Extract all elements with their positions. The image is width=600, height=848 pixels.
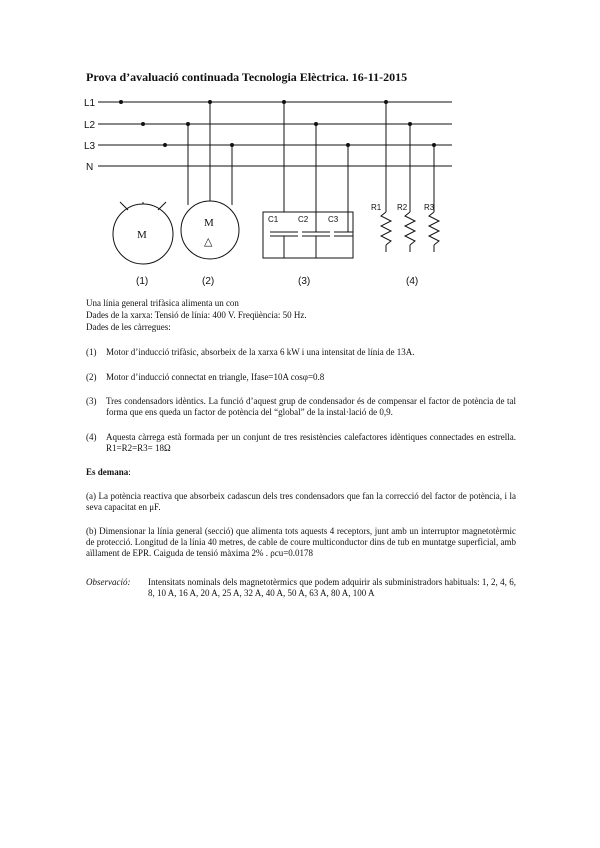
- motor2-delta-icon: △: [204, 236, 213, 248]
- load-item-number: (2): [86, 372, 97, 382]
- resistor-label-r1: R1: [371, 203, 382, 212]
- load-label-4: (4): [406, 276, 419, 287]
- capacitor-label-c2: C2: [298, 215, 309, 224]
- load-item-text: Motor d’inducció connectat en triangle, Ifase=10A cosφ=0.8: [106, 372, 325, 382]
- intro-line-3: Dades de les càrregues:: [86, 322, 171, 332]
- intro-line-1: Una línia general trifàsica alimenta un con: [86, 298, 239, 308]
- load-item-number: (4): [86, 432, 97, 442]
- questions-heading: [86, 467, 131, 478]
- load-item-text: Aquesta càrrega està formada per un conjunt de tres resistències calefactores idèntiques connectades en estrella. R1=R2=R3= 18Ω: [106, 432, 516, 453]
- load-item-2: [86, 372, 516, 383]
- load-label-2: (2): [202, 276, 215, 287]
- motor1-label: M: [137, 229, 147, 241]
- line-label-l3: L3: [84, 141, 96, 152]
- page-title: Prova d’avaluació continuada Tecnologia Elèctrica. 16-11-2015: [86, 70, 408, 84]
- capacitor-label-c1: C1: [268, 215, 279, 224]
- circuit-diagram: [0, 0, 600, 300]
- load-item-text: Tres condensadors idèntics. La funció d’aquest grup de condensador és de compensar el factor de potència de tal forma que ens queda un factor de potència del “global” de la instal·lació de 0,9.: [106, 396, 516, 417]
- load-label-1: (1): [136, 276, 149, 287]
- load-item-text: Motor d’inducció trifàsic, absorbeix de la xarxa 6 kW i una intensitat de línia de 13A.: [106, 347, 415, 357]
- load-label-3: (3): [298, 276, 311, 287]
- resistor-r1: [381, 212, 391, 245]
- motor2-label: M: [204, 217, 214, 229]
- intro-line-2: Dades de la xarxa: Tensió de línia: 400 V. Freqüència: 50 Hz.: [86, 310, 307, 320]
- motor2-circle: [181, 201, 239, 259]
- capacitor-label-c3: C3: [328, 215, 339, 224]
- load-item-number: (1): [86, 347, 97, 357]
- load-item-4: [86, 432, 516, 454]
- resistor-r3: [429, 212, 439, 245]
- question-b: (b) Dimensionar la línia general (secció) que alimenta tots aquests 4 receptors, junt amb un interruptor magnetotèrmic de protecció. Longitud de la línia 40 metres, de cable de coure multiconductor dins de tub en muntatge superficial, amb aïllament de EPR. Caiguda de tensió màxima 2% . ρcu=0.0178: [86, 526, 516, 558]
- resistor-label-r3: R3: [424, 203, 435, 212]
- questions-heading-text: Es demana: [86, 467, 129, 477]
- observation: [86, 577, 516, 599]
- load-item-1: [86, 347, 516, 358]
- questions-heading-colon: :: [128, 467, 131, 477]
- load-item-3: [86, 396, 516, 418]
- load-item-number: (3): [86, 396, 97, 406]
- resistor-r2: [405, 212, 415, 245]
- question-a: (a) La potència reactiva que absorbeix cadascun dels tres condensadors que fan la correcció del factor de potència, i la seva capacitat en μF.: [86, 491, 516, 512]
- line-label-l1: L1: [84, 98, 96, 109]
- resistor-label-r2: R2: [397, 203, 408, 212]
- line-label-n: N: [86, 162, 94, 173]
- line-label-l2: L2: [84, 120, 96, 131]
- observation-text: Intensitats nominals dels magnetotèrmics que podem adquirir als subministradors habituals: 1, 2, 4, 6, 8, 10 A, 16 A, 20 A, 25 A, 32 A, 40 A, 50 A, 63 A, 80 A, 100 A: [148, 577, 516, 598]
- observation-label: Observació:: [86, 577, 131, 587]
